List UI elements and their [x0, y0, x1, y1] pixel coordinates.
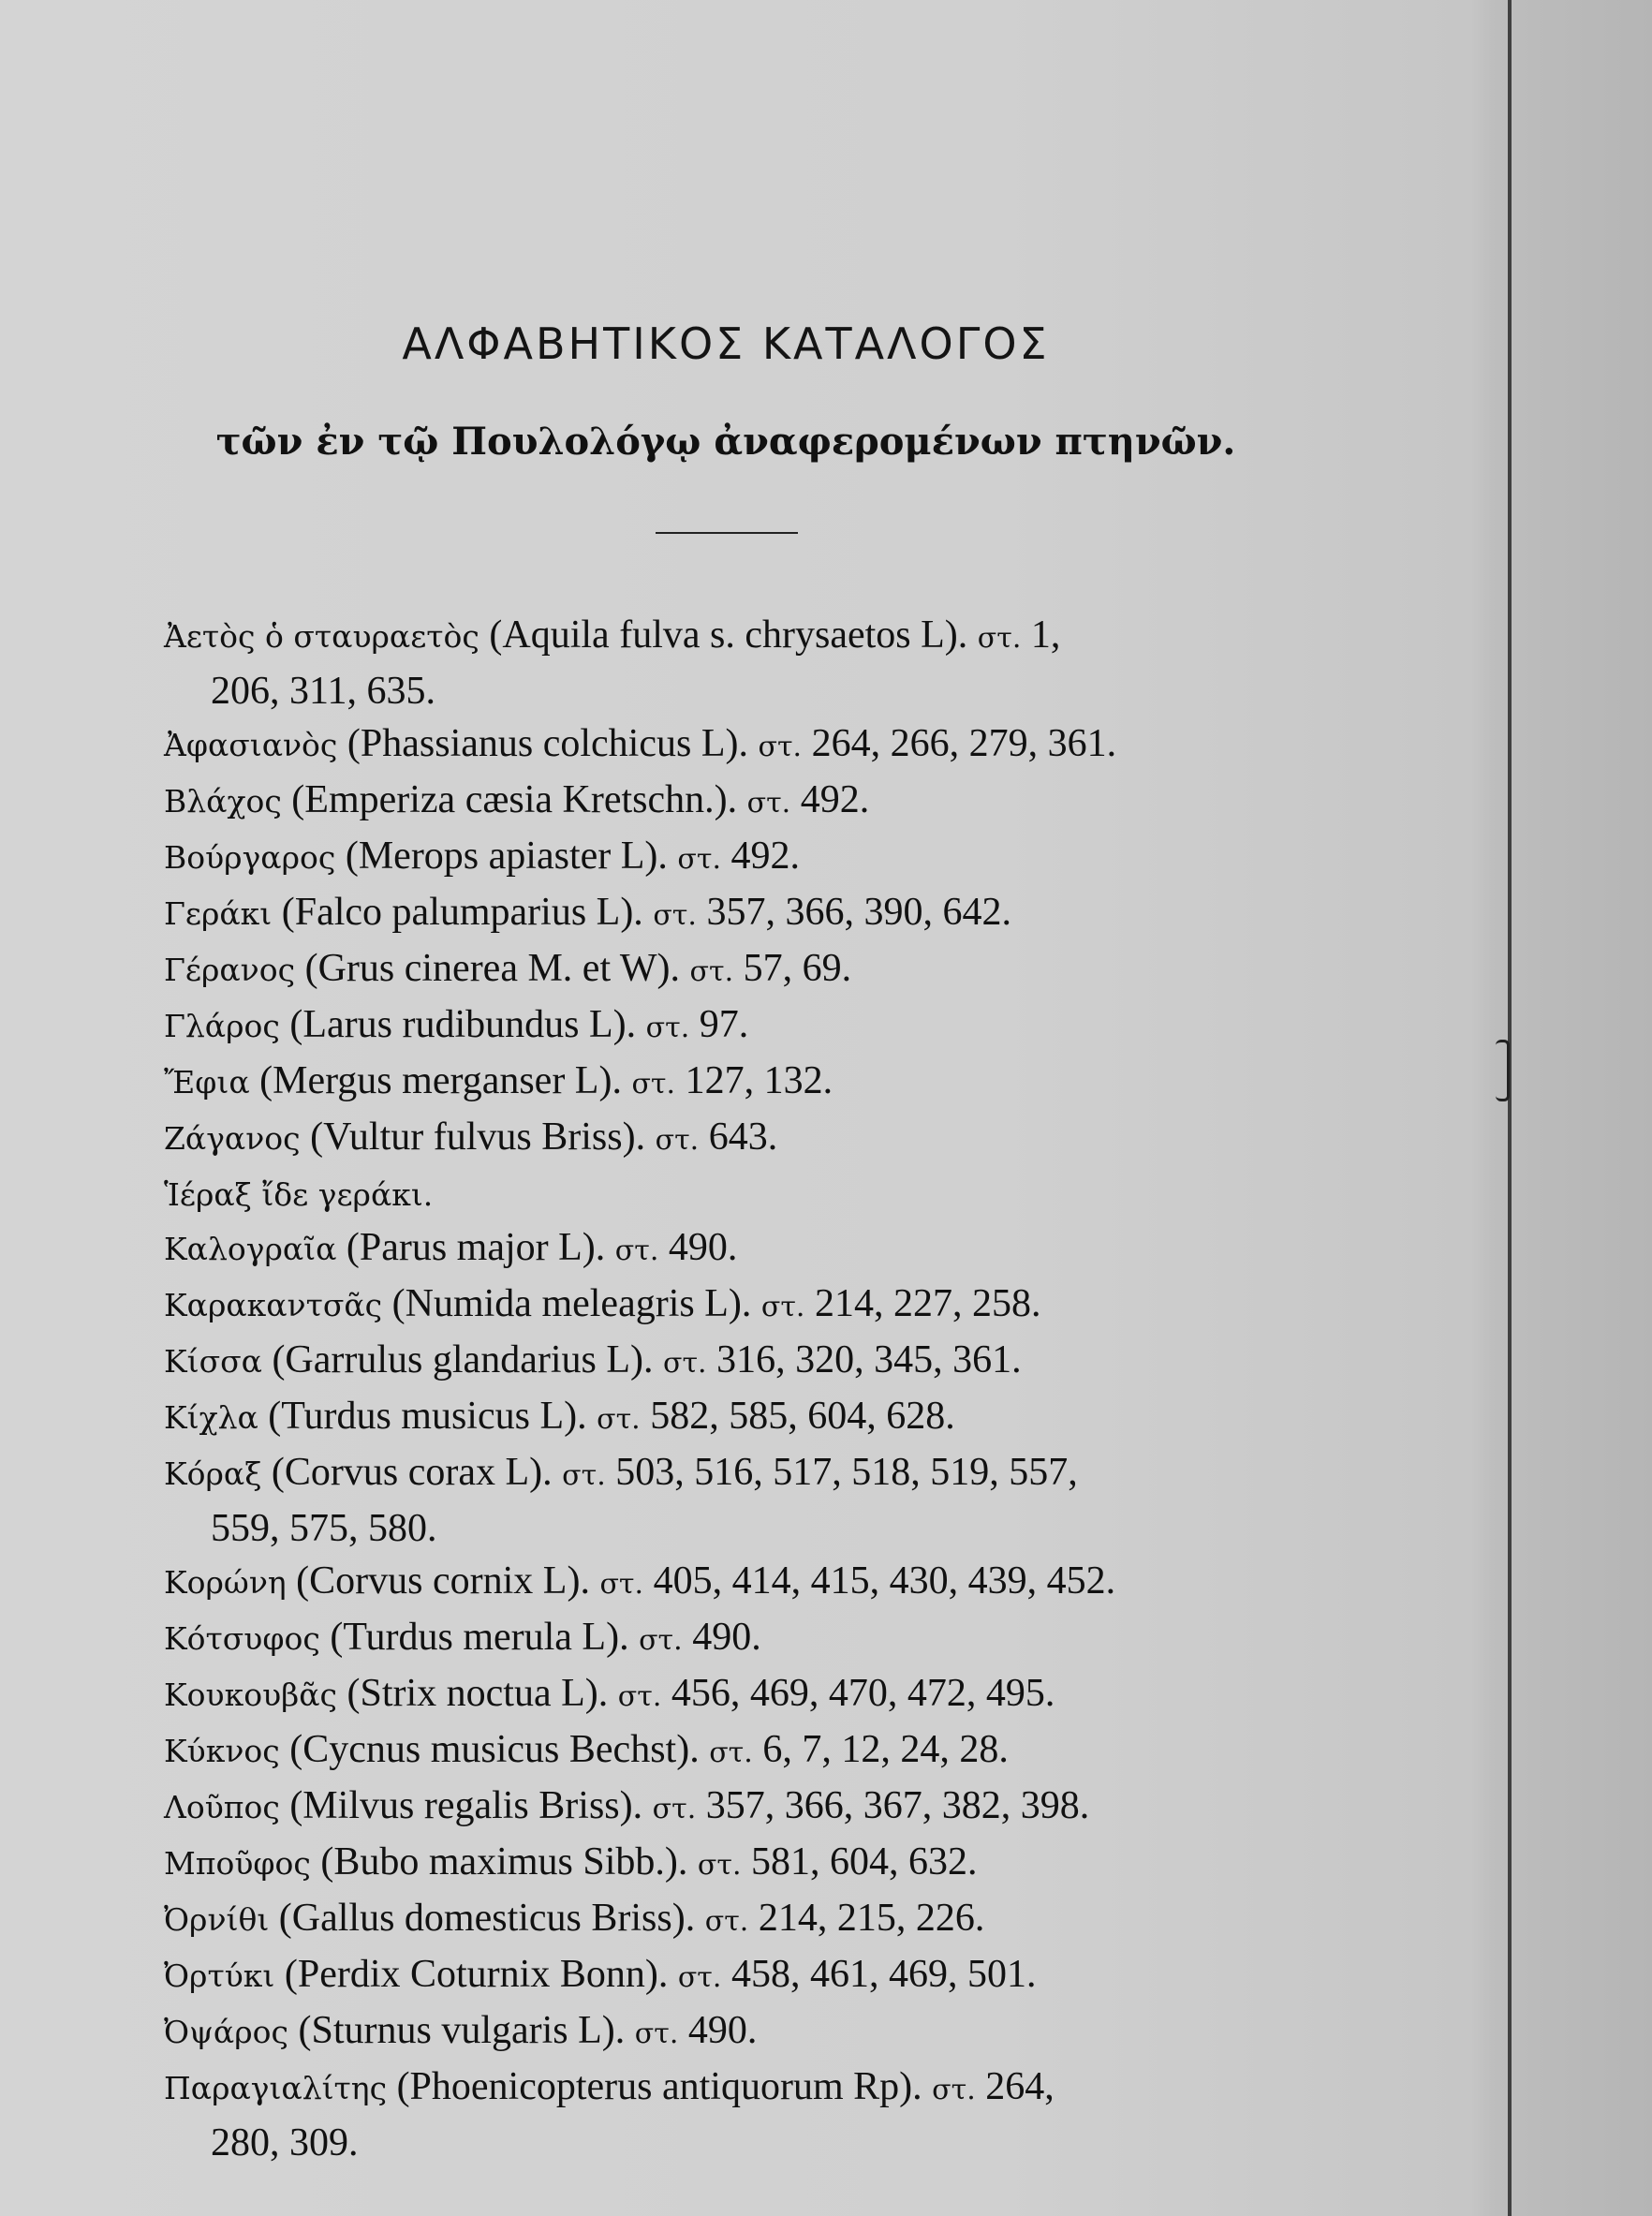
entry-latin-name: (Grus cinerea M. et W).: [304, 947, 680, 990]
catalog-entry: [164, 1390, 1288, 1446]
catalog-entry: [164, 1667, 1288, 1723]
catalog-entry: [164, 1446, 1288, 1502]
entry-latin-name: (Parus major L).: [346, 1226, 606, 1269]
entry-greek-name: Κόραξ: [164, 1455, 262, 1492]
entry-pages: 357, 366, 390, 642.: [706, 891, 1011, 934]
entry-pages: 316, 320, 345, 361.: [716, 1338, 1022, 1381]
entry-page-abbr: στ.: [677, 1961, 722, 1994]
entry-latin-name: (Numida meleagris L).: [391, 1282, 752, 1325]
entry-greek-name: Παραγιαλίτης: [164, 2070, 388, 2106]
catalog-entry: [164, 830, 1288, 886]
entry-latin-name: (Bubo maximus Sibb.).: [320, 1840, 688, 1884]
entry-pages: 357, 366, 367, 382, 398.: [705, 1784, 1090, 1827]
entry-latin-name: (Falco palumparius L).: [281, 891, 643, 934]
entry-page-abbr: στ.: [662, 1347, 707, 1380]
entry-pages: 503, 516, 517, 518, 519, 557,: [615, 1451, 1078, 1494]
catalog-entry: [164, 1221, 1288, 1278]
entry-pages: 490.: [687, 2009, 758, 2052]
entry-latin-name: (Milvus regalis Briss).: [289, 1784, 643, 1827]
entry-pages: 1,: [1030, 613, 1061, 657]
entry-page-abbr: στ.: [689, 955, 734, 988]
entry-greek-name: Κίσσα: [164, 1343, 262, 1380]
entry-greek-name: Ἱέραξ ἴδε γεράκι.: [164, 1176, 434, 1213]
catalog-entry: [164, 886, 1288, 942]
entry-continuation: 206, 311, 635.: [211, 670, 435, 713]
entry-pages: 127, 132.: [685, 1059, 833, 1102]
entry-page-abbr: στ.: [746, 787, 791, 820]
entry-latin-name: (Larus rudibundus L).: [289, 1003, 637, 1046]
entry-latin-name: (Perdix Coturnix Bonn).: [284, 1953, 669, 1996]
entry-pages: 6, 7, 12, 24, 28.: [762, 1728, 1009, 1771]
entry-greek-name: Κίχλα: [164, 1399, 258, 1436]
page-title: ΑΛΦΑΒΗΤΙΚΟΣ ΚΑΤΑΛΟΓΟΣ: [402, 318, 1050, 369]
catalog-entry: [164, 1836, 1288, 1892]
entry-greek-name: Λοῦπος: [164, 1789, 280, 1825]
binding-mark: [1496, 1040, 1510, 1101]
page-edge: [1508, 0, 1512, 2216]
entry-page-abbr: στ.: [677, 843, 722, 876]
entry-page-abbr: στ.: [562, 1459, 606, 1492]
entry-latin-name: (Turdus merula L).: [330, 1616, 629, 1659]
entry-page-abbr: στ.: [932, 2074, 976, 2106]
entry-greek-name: Ἀετὸς ὁ σταυραετὸς: [164, 618, 479, 655]
catalog-entry: [164, 998, 1288, 1055]
entry-pages: 264, 266, 279, 361.: [811, 722, 1117, 765]
entry-pages: 581, 604, 632.: [751, 1840, 978, 1884]
entry-page-abbr: στ.: [697, 1849, 742, 1882]
entry-latin-name: (Aquila fulva s. chrysaetos L).: [489, 613, 968, 657]
entry-latin-name: (Garrulus glandarius L).: [272, 1338, 654, 1381]
entry-page-abbr: στ.: [645, 1012, 690, 1044]
entry-page-abbr: στ.: [760, 1291, 805, 1323]
entry-page-abbr: στ.: [653, 899, 697, 932]
entry-pages: 643.: [708, 1115, 778, 1159]
entry-greek-name: Βλάχος: [164, 783, 282, 820]
entry-pages: 492.: [800, 778, 870, 821]
catalog-entry: [164, 1611, 1288, 1667]
entry-greek-name: Καρακαντσᾶς: [164, 1287, 383, 1323]
entry-page-abbr: στ.: [631, 1068, 676, 1101]
entry-latin-name: (Phassianus colchicus L).: [347, 722, 748, 765]
entry-pages: 458, 461, 469, 501.: [730, 1953, 1037, 1996]
entry-greek-name: Κότσυφος: [164, 1620, 320, 1657]
entry-page-abbr: στ.: [639, 1624, 683, 1657]
catalog-list: [164, 609, 1288, 2169]
entry-page-abbr: στ.: [704, 1905, 749, 1938]
entry-greek-name: Ἔφια: [164, 1064, 250, 1101]
entry-pages: 405, 414, 415, 430, 439, 452.: [653, 1559, 1116, 1603]
entry-latin-name: (Vultur fulvus Briss).: [310, 1115, 646, 1159]
entry-greek-name: Ὀρνίθι: [164, 1901, 270, 1938]
entry-page-abbr: στ.: [758, 731, 803, 763]
entry-latin-name: (Corvus cornix L).: [296, 1559, 590, 1603]
entry-pages: 57, 69.: [743, 947, 852, 990]
entry-pages: 264,: [985, 2065, 1055, 2108]
catalog-entry: [164, 1555, 1288, 1611]
catalog-entry: [164, 1278, 1288, 1334]
entry-pages: 492.: [730, 835, 801, 878]
entry-pages: 456, 469, 470, 472, 495.: [671, 1672, 1055, 1715]
entry-continuation: 280, 309.: [211, 2121, 359, 2164]
entry-greek-name: Κύκνος: [164, 1733, 280, 1769]
catalog-entry: [164, 1892, 1288, 1948]
entry-pages: 490.: [668, 1226, 738, 1269]
entry-greek-name: Κουκουβᾶς: [164, 1677, 337, 1713]
entry-latin-name: (Mergus merganser L).: [259, 1059, 622, 1102]
entry-page-abbr: στ.: [709, 1736, 753, 1769]
entry-latin-name: (Strix noctua L).: [347, 1672, 609, 1715]
entry-page-abbr: στ.: [634, 2017, 679, 2050]
entry-greek-name: Ζάγανος: [164, 1120, 301, 1157]
entry-pages: 490.: [692, 1616, 761, 1659]
catalog-entry: [164, 609, 1288, 665]
catalog-entry: [164, 2061, 1288, 2117]
entry-pages: 214, 215, 226.: [758, 1897, 985, 1940]
catalog-entry: [164, 1780, 1288, 1836]
entry-pages: 214, 227, 258.: [814, 1282, 1041, 1325]
catalog-entry: [164, 1334, 1288, 1390]
catalog-entry: [164, 1111, 1288, 1167]
entry-greek-name: Γέρανος: [164, 952, 296, 988]
entry-greek-name: Βούργαρος: [164, 839, 336, 876]
entry-latin-name: (Phoenicopterus antiquorum Rp).: [396, 2065, 922, 2108]
entry-page-abbr: στ.: [599, 1568, 644, 1601]
entry-latin-name: (Merops apiaster L).: [345, 835, 668, 878]
page-subtitle: τῶν ἐν τῷ Πουλολόγῳ ἀναφερομένων πτηνῶν.: [215, 420, 1236, 464]
entry-page-abbr: στ.: [652, 1793, 697, 1825]
catalog-entry: [164, 1723, 1288, 1780]
entry-pages: 97.: [699, 1003, 749, 1046]
entry-pages: 582, 585, 604, 628.: [650, 1395, 955, 1438]
catalog-entry: [164, 717, 1288, 774]
entry-page-abbr: στ.: [614, 1234, 659, 1267]
entry-latin-name: (Turdus musicus L).: [268, 1395, 587, 1438]
entry-greek-name: Ὀρτύκι: [164, 1957, 275, 1994]
entry-greek-name: Μποῦφος: [164, 1845, 311, 1882]
entry-page-abbr: στ.: [977, 622, 1022, 655]
catalog-entry: [164, 2004, 1288, 2061]
catalog-entry: [164, 1167, 1288, 1221]
catalog-entry: [164, 774, 1288, 830]
entry-greek-name: Γεράκι: [164, 895, 273, 932]
catalog-entry: [164, 942, 1288, 998]
entry-greek-name: Ὀψάρος: [164, 2014, 288, 2050]
entry-latin-name: (Cycnus musicus Bechst).: [289, 1728, 700, 1771]
entry-latin-name: (Gallus domesticus Briss).: [278, 1897, 696, 1940]
catalog-entry: [164, 1055, 1288, 1111]
catalog-entry: [164, 1948, 1288, 2004]
entry-page-abbr: στ.: [597, 1403, 641, 1436]
entry-latin-name: (Corvus corax L).: [271, 1451, 553, 1494]
entry-page-abbr: στ.: [655, 1124, 700, 1157]
entry-latin-name: (Sturnus vulgaris L).: [298, 2009, 626, 2052]
entry-greek-name: Γλάρος: [164, 1008, 280, 1044]
divider-rule: [656, 532, 798, 534]
entry-greek-name: Ἀφασιανὸς: [164, 727, 338, 763]
entry-latin-name: (Emperiza cæsia Kretschn.).: [291, 778, 738, 821]
entry-page-abbr: στ.: [617, 1680, 662, 1713]
entry-greek-name: Κορώνη: [164, 1564, 287, 1601]
entry-greek-name: Καλογραῖα: [164, 1231, 337, 1267]
entry-continuation: 559, 575, 580.: [211, 1507, 437, 1550]
